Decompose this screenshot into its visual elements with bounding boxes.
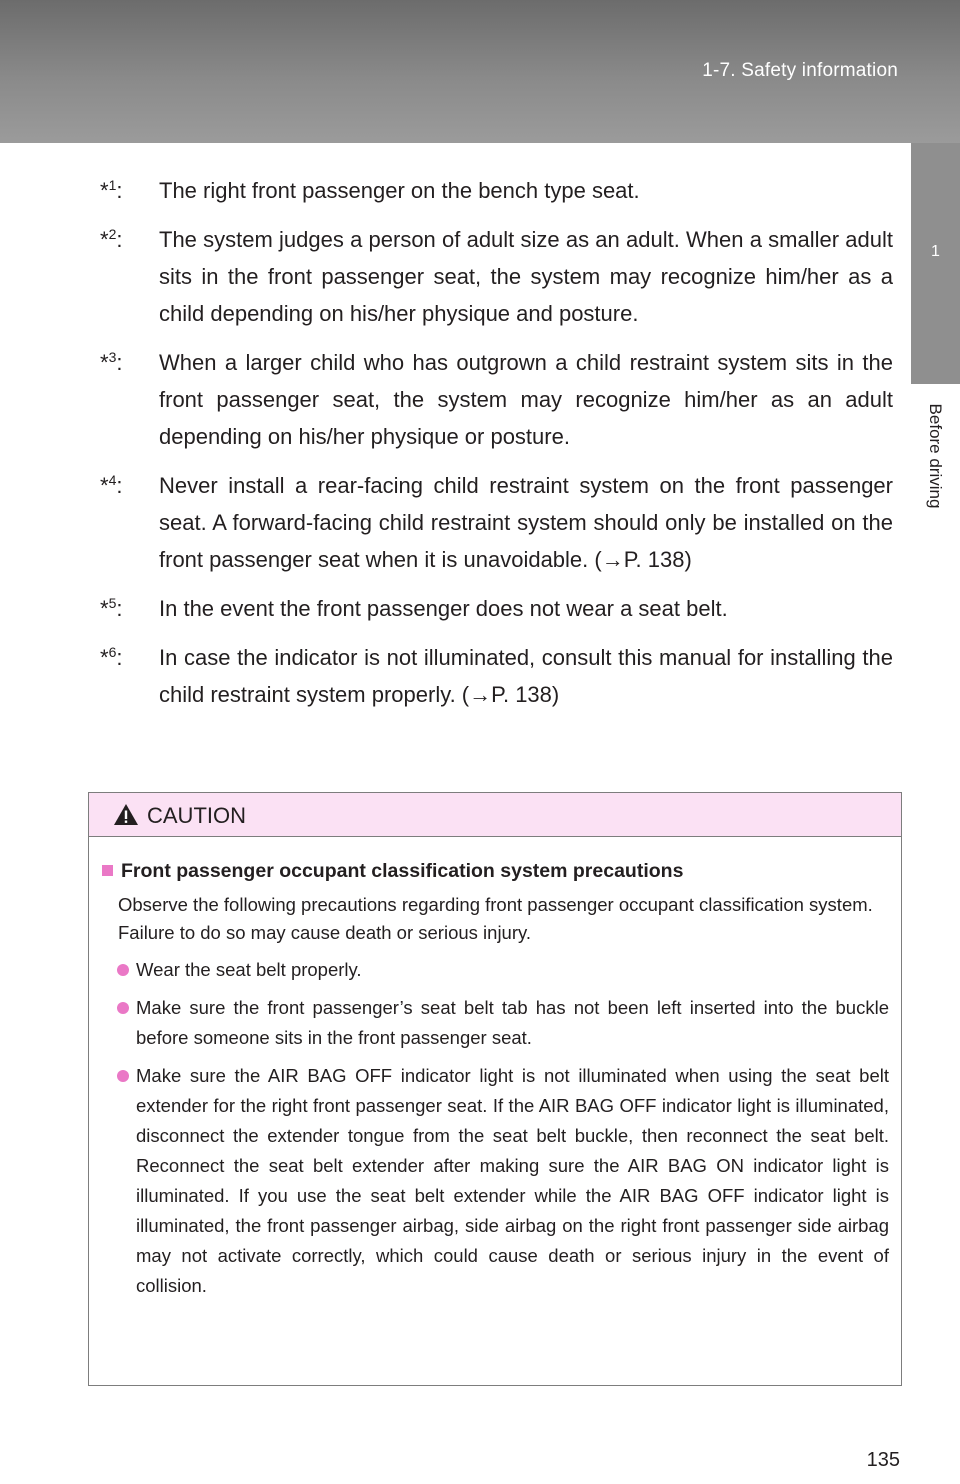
footnote-marker: *$^4$: [100,472,123,498]
footnote-marker: *$^1$: [100,177,123,203]
caution-section-title: Front passenger occupant classification system precautions [102,857,889,885]
caution-title: CAUTION [147,803,246,828]
footnote-marker: *$^6$: [100,644,123,670]
footnote [100,172,893,209]
caution-intro: Observe the following precautions regarding front passenger occupant classification system. Failure to do so may cause death or serious injury. [118,894,873,943]
caution-body [89,837,901,1301]
square-bullet-icon [102,865,113,876]
chapter-label: Before driving [926,403,945,509]
footnote-marker: *$^5$: [100,595,123,621]
footnotes [100,172,893,725]
footnote-text: The system judges a person of adult size as an adult. When a smaller adult sits in the front passenger seat, the system may recognize him/her as a child depending on his/her physique and posture. [159,227,893,326]
footnote [100,344,893,455]
page-header [0,0,960,143]
footnote-text: Never install a rear-facing child restraint system on the front passenger seat. A forward-facing child restraint system should only be installed on the front passenger seat when it is unavoidable. (→P. 138) [159,473,893,572]
footnote [100,639,893,713]
footnote-marker: *$^3$: [100,349,123,375]
caution-bullet: Make sure the AIR BAG OFF indicator light is not illuminated when using the seat belt extender for the right front passenger seat. If the AIR BAG OFF indicator light is illuminated, disconnect the extender tongue from the seat belt buckle, then reconnect the seat belt. Reconnect the seat belt extender after making sure the AIR BAG ON indicator light is illuminated. If you use the seat belt extender while the AIR BAG OFF indicator light is illuminated, the front passenger airbag, side airbag on the right front passenger side airbag may not activate correctly, which could cause death or serious injury in the event of collision. [118,1061,889,1301]
caution-warning: Failure to do so may cause death or serious injury. [118,922,532,943]
caution-header [89,793,901,837]
circle-bullet-icon [117,1070,129,1082]
footnote-marker: *$^2$: [100,226,123,252]
footnote [100,221,893,332]
caution-bullet: Make sure the front passenger’s seat belt tab has not been left inserted into the buckle before someone sits in the front passenger seat. [118,993,889,1053]
circle-bullet-icon [117,1002,129,1014]
footnote [100,590,893,627]
section-title: 1-7. Safety information [702,60,898,81]
chapter-label-container [912,384,958,534]
caution-bullet: Wear the seat belt properly. [118,955,889,985]
footnote-text: In case the indicator is not illuminated, consult this manual for installing the child restraint system properly. (→P. 138) [159,645,893,707]
footnote-text: When a larger child who has outgrown a child restraint system sits in the front passenger seat, the system may recognize him/her as an adult depending on his/her physique or posture. [159,350,893,449]
footnote-text: In the event the front passenger does not wear a seat belt. [159,596,728,621]
chapter-tab [911,143,960,384]
page-number: 135 [866,1449,900,1471]
footnote [100,467,893,578]
circle-bullet-icon [117,964,129,976]
warning-triangle-icon [113,803,139,826]
footnote-text: The right front passenger on the bench type seat. [159,178,640,203]
caution-box [88,792,902,1386]
chapter-number: 1 [931,243,940,260]
